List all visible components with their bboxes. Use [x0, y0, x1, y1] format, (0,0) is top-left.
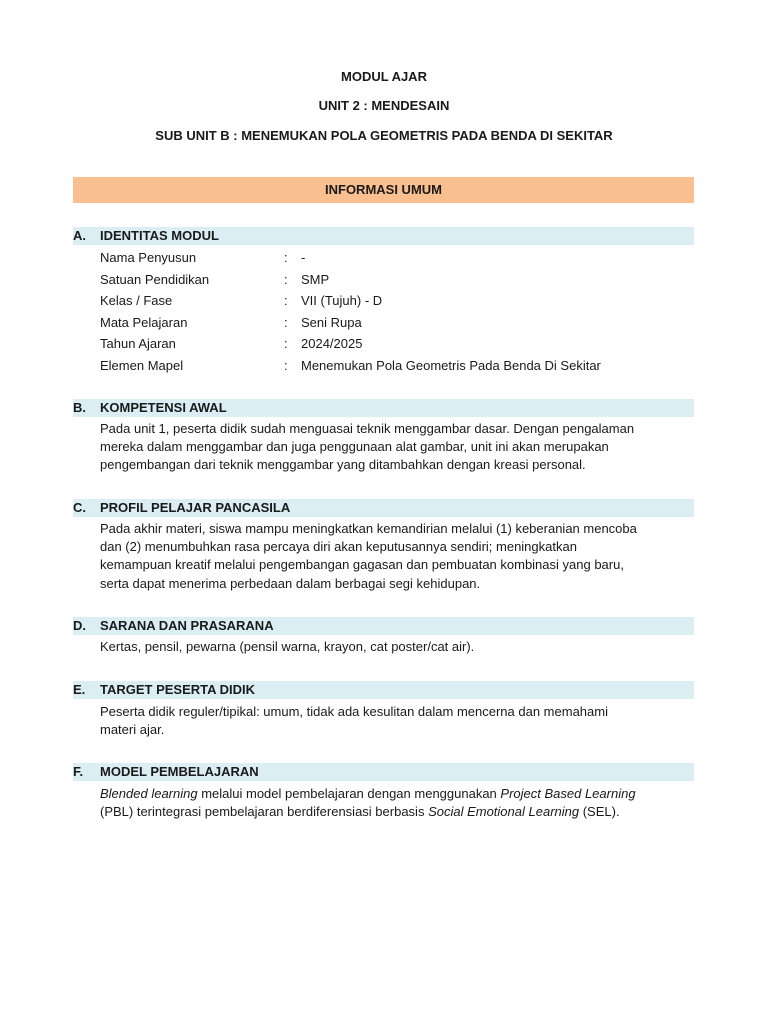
doc-title: MODUL AJAR — [341, 69, 427, 84]
paragraph-line: dan (2) menumbuhkan rasa percaya diri akan keputusannya sendiri; meningkatkan — [100, 539, 577, 555]
section-b-letter: B. — [73, 400, 86, 415]
section-e-body — [100, 703, 694, 739]
section-a-letter: A. — [73, 228, 86, 243]
identity-value: Menemukan Pola Geometris Pada Benda Di Sekitar — [301, 358, 601, 373]
identity-label: Satuan Pendidikan — [100, 272, 210, 287]
identity-label: Tahun Ajaran — [100, 336, 176, 351]
section-d-title: SARANA DAN PRASARANA — [100, 618, 274, 633]
section-c-body — [100, 520, 694, 593]
text-run: (PBL) terintegrasi pembelajaran berdiferensiasi berbasis — [100, 804, 429, 820]
identity-value: SMP — [301, 272, 330, 287]
italic-term: Blended learning — [100, 786, 198, 801]
identity-colon: : — [284, 272, 288, 287]
section-c-title: PROFIL PELAJAR PANCASILA — [100, 500, 291, 515]
section-f-title: MODEL PEMBELAJARAN — [100, 764, 259, 779]
section-b-title: KOMPETENSI AWAL — [100, 400, 227, 415]
section-a-header — [73, 227, 694, 245]
identity-label: Kelas / Fase — [100, 293, 173, 308]
paragraph-line: serta dapat menerima perbedaan dalam berbagai segi kehidupan. — [100, 575, 481, 591]
section-e-header — [73, 681, 694, 699]
identity-colon: : — [284, 315, 288, 330]
section-f-header — [73, 763, 694, 781]
section-a-title: IDENTITAS MODUL — [100, 228, 219, 243]
unit-title: UNIT 2 : MENDESAIN — [318, 98, 450, 113]
identity-colon: : — [284, 250, 288, 265]
paragraph-line: materi ajar. — [100, 722, 165, 738]
identity-value: - — [301, 250, 306, 265]
section-d-letter: D. — [73, 618, 86, 633]
paragraph-line: kemampuan kreatif melalui pengembangan gagasan dan pembuatan kombinasi yang baru, — [100, 557, 624, 573]
identity-colon: : — [284, 358, 288, 373]
identity-value: 2024/2025 — [301, 336, 363, 351]
identity-label: Nama Penyusun — [100, 250, 197, 265]
identity-label: Elemen Mapel — [100, 358, 184, 373]
paragraph-line: pengembangan dari teknik menggambar yang ditambahkan dengan kreasi personal. — [100, 457, 586, 473]
identity-colon: : — [284, 293, 288, 308]
subunit-title: SUB UNIT B : MENEMUKAN POLA GEOMETRIS PADA BENDA DI SEKITAR — [155, 128, 613, 143]
identity-colon: : — [284, 336, 288, 351]
section-b-body — [100, 420, 694, 475]
section-d-header — [73, 617, 694, 635]
informasi-umum-banner: INFORMASI UMUM — [73, 177, 694, 203]
paragraph-line: Kertas, pensil, pewarna (pensil warna, krayon, cat poster/cat air). — [100, 639, 475, 654]
identity-label: Mata Pelajaran — [100, 315, 188, 330]
section-e-letter: E. — [73, 682, 86, 697]
paragraph-line — [100, 803, 694, 821]
section-c-letter: C. — [73, 500, 86, 515]
paragraph-line: Peserta didik reguler/tipikal: umum, tidak ada kesulitan dalam mencerna dan memahami — [100, 704, 608, 719]
paragraph-line: mereka dalam menggambar dan juga penggunaan alat gambar, unit ini akan merupakan — [100, 439, 609, 455]
paragraph-line: Pada unit 1, peserta didik sudah menguasai teknik menggambar dasar. Dengan pengalaman — [100, 421, 635, 436]
italic-term: Project Based Learning — [500, 786, 636, 801]
section-f-letter: F. — [73, 764, 84, 779]
text-run: melalui model pembelajaran dengan menggunakan — [197, 786, 501, 801]
paragraph-line — [100, 785, 694, 803]
section-e-title: TARGET PESERTA DIDIK — [100, 682, 256, 697]
section-c-header — [73, 499, 694, 517]
paragraph-line: Pada akhir materi, siswa mampu meningkatkan kemandirian melalui (1) keberanian mencoba — [100, 521, 637, 536]
italic-term: Social Emotional Learning — [428, 804, 580, 820]
identity-value: VII (Tujuh) - D — [301, 293, 383, 308]
section-b-header — [73, 399, 694, 417]
identity-value: Seni Rupa — [301, 315, 362, 330]
text-run: (SEL). — [579, 804, 620, 820]
section-f-body — [100, 785, 694, 821]
section-d-body — [100, 638, 694, 656]
